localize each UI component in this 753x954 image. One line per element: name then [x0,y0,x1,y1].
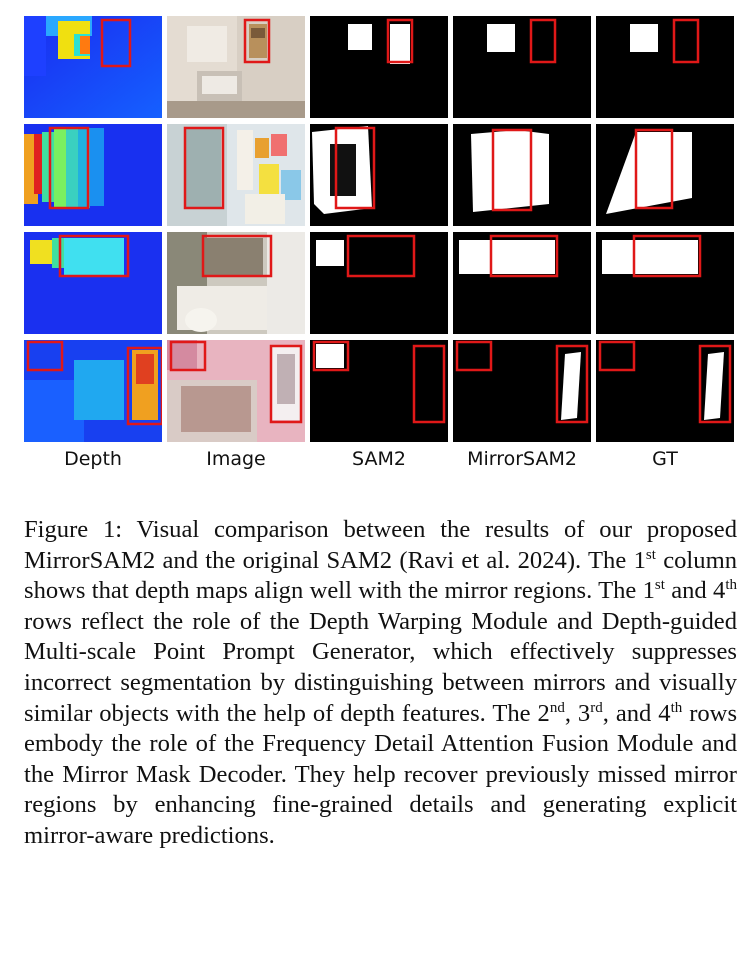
row4-image [167,340,305,442]
row3-gt [596,232,734,334]
row3-image [167,232,305,334]
row1-mirrorsam2 [453,16,591,118]
figure-grid [24,16,737,446]
column-label-mirrorsam2: MirrorSAM2 [467,448,577,470]
row3-sam2 [310,232,448,334]
figure-caption [24,515,737,852]
row2-image [167,124,305,226]
comparison-figure [24,16,737,446]
row2-gt [596,124,734,226]
row1-sam2 [310,16,448,118]
caption-text: Figure 1: Visual comparison between the results of our proposed MirrorSAM2 and the original SAM2 (Ravi et al. 2024). The 1st column shows that depth maps align well with the mirror regions. The 1st and 4th rows reflect the role of the Depth Warping Module and Depth-guided Multi-scale Point Prompt Generator, which effectively suppresses incorrect segmentation by distinguishing between mirrors and visually similar objects with the help of depth features. The 2nd, 3rd, and 4th rows embody the role of the Frequency Detail Attention Fusion Module and the Mirror Mask Decoder. They help recover previously missed mirror regions by enhancing fine-grained details and generating explicit mirror-aware predictions. [24,516,738,849]
caption-label: Figure 1: [24,516,123,543]
row1-image [167,16,305,118]
row4-mirrorsam2 [453,340,591,442]
row3-mirrorsam2 [453,232,591,334]
column-label-image: Image [206,448,266,470]
row4-sam2 [310,340,448,442]
row1-depth [24,16,162,118]
row4-gt [596,340,734,442]
row2-sam2 [310,124,448,226]
row1-gt [596,16,734,118]
row2-depth [24,124,162,226]
column-label-depth: Depth [64,448,122,470]
row3-depth [24,232,162,334]
column-label-gt: GT [652,448,678,470]
column-label-sam2: SAM2 [352,448,406,470]
column-labels [24,448,737,476]
row4-depth [24,340,162,442]
row2-mirrorsam2 [453,124,591,226]
